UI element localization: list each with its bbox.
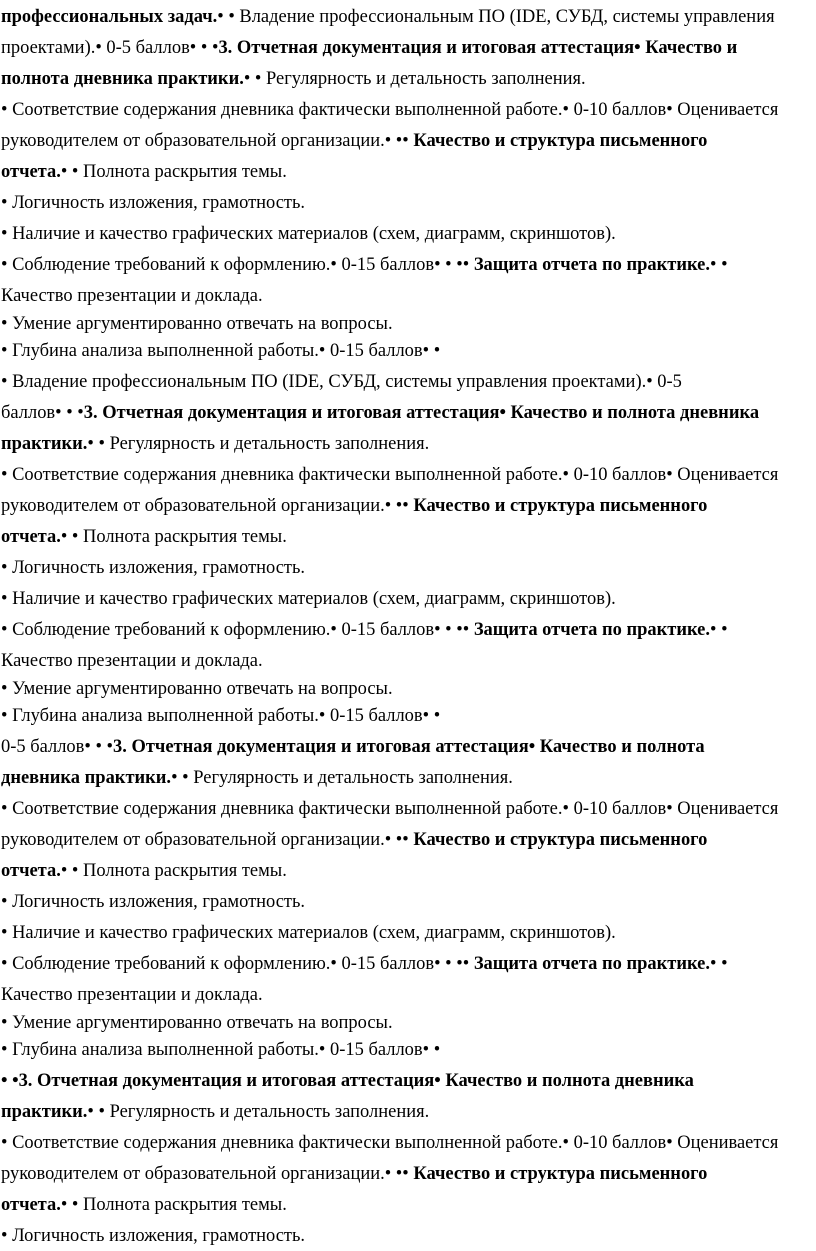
bold-text-run: отчета. [1, 860, 61, 880]
text-line [1, 249, 816, 280]
text-run: • • Регулярность и детальность заполнения. [87, 433, 430, 453]
text-run: • • Владение профессиональным ПО (IDE, СУБД, системы управления [217, 6, 775, 26]
text-run: • Соблюдение требований к оформлению.• 0-15 баллов• • •• [1, 619, 474, 639]
text-run: баллов• • • [1, 402, 84, 422]
text-run: руководителем от образовательной организации.• •• [1, 495, 414, 515]
text-run: • • Регулярность и детальность заполнения. [87, 1101, 430, 1121]
text-run: руководителем от образовательной организации.• •• [1, 130, 414, 150]
text-line [1, 917, 816, 948]
bold-text-run: отчета. [1, 161, 61, 181]
text-line [1, 187, 816, 218]
bold-text-run: отчета. [1, 1194, 61, 1214]
bold-text-run: практики. [1, 1101, 88, 1121]
bold-text-run: Качество и структура письменного [413, 829, 708, 849]
bold-text-run: Защита отчета по практике. [473, 619, 710, 639]
text-run: Качество презентации и доклада. [1, 984, 263, 1004]
text-line [1, 855, 816, 886]
text-line [1, 280, 816, 311]
text-line [1, 700, 816, 731]
text-run: • Умение аргументированно отвечать на вопросы. [1, 678, 393, 698]
text-run: • Соответствие содержания дневника фактически выполненной работе.• 0-10 баллов• Оценивается [1, 1132, 779, 1152]
text-run: проектами).• 0-5 баллов• • • [1, 37, 219, 57]
text-run: 0-5 баллов• • • [1, 736, 114, 756]
text-line [1, 676, 816, 700]
text-line [1, 32, 816, 63]
text-run: • Соблюдение требований к оформлению.• 0-15 баллов• • •• [1, 953, 474, 973]
text-line [1, 979, 816, 1010]
text-run: • Соответствие содержания дневника фактически выполненной работе.• 0-10 баллов• Оценивается [1, 798, 779, 818]
text-line [1, 731, 816, 762]
bold-text-run: 3. Отчетная документация и итоговая аттестация• Качество и полнота [113, 736, 705, 756]
bold-text-run: 3. Отчетная документация и итоговая аттестация• Качество и полнота дневника [18, 1070, 694, 1090]
text-line [1, 1034, 816, 1065]
bold-text-run: Защита отчета по практике. [473, 254, 710, 274]
text-run: • Умение аргументированно отвечать на вопросы. [1, 1012, 393, 1032]
text-run: • • Полнота раскрытия темы. [60, 860, 287, 880]
text-run: • Соответствие содержания дневника фактически выполненной работе.• 0-10 баллов• Оценивается [1, 464, 779, 484]
text-run: • Владение профессиональным ПО (IDE, СУБД, системы управления проектами).• 0-5 [1, 371, 682, 391]
text-run: • Соблюдение требований к оформлению.• 0-15 баллов• • •• [1, 254, 474, 274]
text-run: Качество презентации и доклада. [1, 650, 263, 670]
text-line [1, 218, 816, 249]
text-line [1, 645, 816, 676]
text-run: • Наличие и качество графических материалов (схем, диаграмм, скриншотов). [1, 588, 616, 608]
text-line [1, 1010, 816, 1034]
text-line [1, 886, 816, 917]
text-line [1, 552, 816, 583]
text-line [1, 1158, 816, 1189]
text-run: • Соответствие содержания дневника фактически выполненной работе.• 0-10 баллов• Оценивается [1, 99, 779, 119]
text-run: • Глубина анализа выполненной работы.• 0-15 баллов• • [1, 340, 441, 360]
bold-text-run: Качество и структура письменного [413, 495, 708, 515]
text-run: • Логичность изложения, грамотность. [1, 557, 306, 577]
document-body [1, 1, 816, 1251]
text-line [1, 459, 816, 490]
text-run: руководителем от образовательной организации.• •• [1, 829, 414, 849]
bold-text-run: 3. Отчетная документация и итоговая аттестация• Качество и полнота дневника [83, 402, 760, 422]
text-line [1, 156, 816, 187]
text-line [1, 94, 816, 125]
bold-text-run: Качество и структура письменного [413, 130, 708, 150]
bold-text-run: практики. [1, 433, 88, 453]
text-line [1, 1065, 816, 1096]
text-line [1, 1, 816, 32]
text-line [1, 428, 816, 459]
text-line [1, 521, 816, 552]
bold-text-run: Качество и структура письменного [413, 1163, 708, 1183]
text-line [1, 335, 816, 366]
bold-text-run: отчета. [1, 526, 61, 546]
text-line [1, 1127, 816, 1158]
text-run: Качество презентации и доклада. [1, 285, 263, 305]
text-run: • Логичность изложения, грамотность. [1, 1225, 306, 1245]
text-run: • Логичность изложения, грамотность. [1, 192, 306, 212]
text-line [1, 125, 816, 156]
text-run: • • Полнота раскрытия темы. [60, 526, 287, 546]
text-run: • • Полнота раскрытия темы. [60, 161, 287, 181]
text-line [1, 793, 816, 824]
text-line [1, 762, 816, 793]
text-line [1, 1189, 816, 1220]
text-run: • Логичность изложения, грамотность. [1, 891, 306, 911]
text-line [1, 583, 816, 614]
text-run: • Наличие и качество графических материалов (схем, диаграмм, скриншотов). [1, 223, 616, 243]
text-line [1, 1220, 816, 1251]
text-run: • Глубина анализа выполненной работы.• 0-15 баллов• • [1, 1039, 441, 1059]
bold-text-run: дневника практики. [1, 767, 172, 787]
text-run: • Наличие и качество графических материалов (схем, диаграмм, скриншотов). [1, 922, 616, 942]
text-run: • • [710, 254, 728, 274]
text-run: • Умение аргументированно отвечать на вопросы. [1, 313, 393, 333]
text-line [1, 63, 816, 94]
text-line [1, 397, 816, 428]
bold-text-run: 3. Отчетная документация и итоговая аттестация• Качество и [218, 37, 738, 57]
bold-text-run: • • [1, 1070, 19, 1090]
bold-text-run: профессиональных задач. [1, 6, 218, 26]
text-line [1, 311, 816, 335]
bold-text-run: Защита отчета по практике. [473, 953, 710, 973]
bold-text-run: полнота дневника практики. [1, 68, 244, 88]
text-line [1, 824, 816, 855]
text-run: • • [710, 619, 728, 639]
text-run: • • [710, 953, 728, 973]
text-line [1, 614, 816, 645]
text-line [1, 490, 816, 521]
text-line [1, 1096, 816, 1127]
text-line [1, 366, 816, 397]
text-line [1, 948, 816, 979]
text-run: руководителем от образовательной организации.• •• [1, 1163, 414, 1183]
text-run: • • Регулярность и детальность заполнения. [243, 68, 586, 88]
text-run: • • Полнота раскрытия темы. [60, 1194, 287, 1214]
text-run: • • Регулярность и детальность заполнения. [171, 767, 513, 787]
text-run: • Глубина анализа выполненной работы.• 0-15 баллов• • [1, 705, 441, 725]
